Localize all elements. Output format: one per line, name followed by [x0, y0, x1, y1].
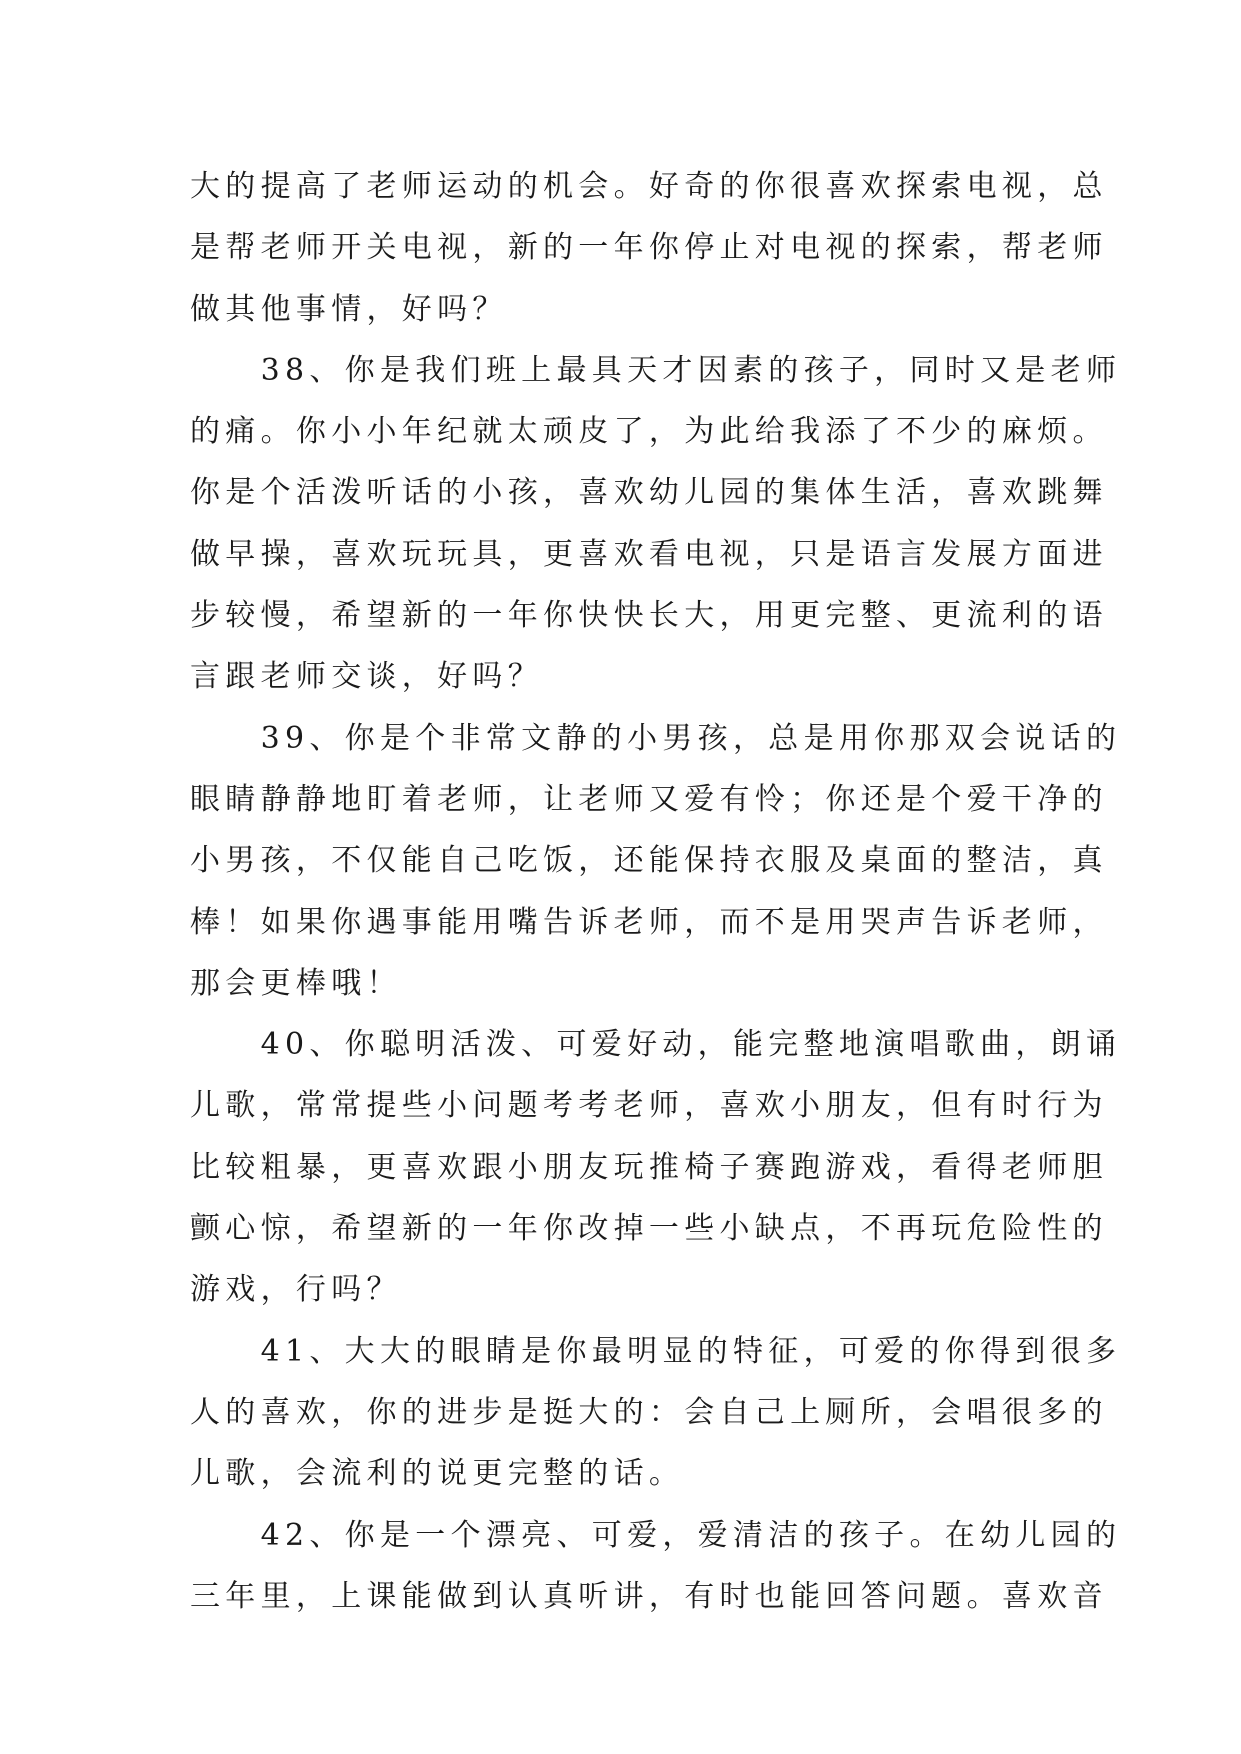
text-line: 的痛。你小小年纪就太顽皮了，为此给我添了不少的麻烦。	[190, 414, 1108, 450]
text-line: 那会更棒哦！	[190, 965, 402, 1001]
paragraph-41-start: 41、大大的眼睛是你最明显的特征，可爱的你得到很多	[190, 1333, 1122, 1369]
text-line: 比较粗暴，更喜欢跟小朋友玩推椅子赛跑游戏，看得老师胆	[190, 1149, 1108, 1185]
text-line: 颤心惊，希望新的一年你改掉一些小缺点，不再玩危险性的	[190, 1211, 1108, 1247]
text-line: 做其他事情，好吗？	[190, 291, 508, 327]
text-line: 游戏，行吗？	[190, 1272, 402, 1308]
paragraph-38-start: 38、你是我们班上最具天才因素的孩子，同时又是老师	[190, 352, 1122, 388]
paragraph-42-start: 42、你是一个漂亮、可爱，爱清洁的孩子。在幼儿园的	[190, 1517, 1122, 1553]
text-line: 是帮老师开关电视，新的一年你停止对电视的探索，帮老师	[190, 230, 1108, 266]
text-line: 大的提高了老师运动的机会。好奇的你很喜欢探索电视，总	[190, 169, 1108, 204]
text-line: 人的喜欢，你的进步是挺大的：会自己上厕所，会唱很多的	[190, 1394, 1108, 1430]
text-line: 言跟老师交谈，好吗？	[190, 659, 543, 695]
paragraph-40-start: 40、你聪明活泼、可爱好动，能完整地演唱歌曲，朗诵	[190, 1027, 1122, 1063]
text-line: 小男孩，不仅能自己吃饭，还能保持衣服及桌面的整洁，真	[190, 843, 1108, 879]
document-body	[190, 156, 1122, 1627]
text-line: 你是个活泼听话的小孩，喜欢幼儿园的集体生活，喜欢跳舞	[190, 475, 1108, 511]
text-line: 三年里，上课能做到认真听讲，有时也能回答问题。喜欢音	[190, 1578, 1108, 1614]
text-line: 眼睛静静地盯着老师，让老师又爱有怜；你还是个爱干净的	[190, 781, 1108, 817]
text-line: 做早操，喜欢玩玩具，更喜欢看电视，只是语言发展方面进	[190, 536, 1108, 572]
text-line: 步较慢，希望新的一年你快快长大，用更完整、更流利的语	[190, 598, 1108, 634]
text-line: 儿歌，会流利的说更完整的话。	[190, 1456, 685, 1492]
paragraph-39-start: 39、你是个非常文静的小男孩，总是用你那双会说话的	[190, 720, 1122, 756]
text-line: 儿歌，常常提些小问题考考老师，喜欢小朋友，但有时行为	[190, 1088, 1108, 1124]
text-line: 棒！如果你遇事能用嘴告诉老师，而不是用哭声告诉老师，	[190, 904, 1108, 940]
